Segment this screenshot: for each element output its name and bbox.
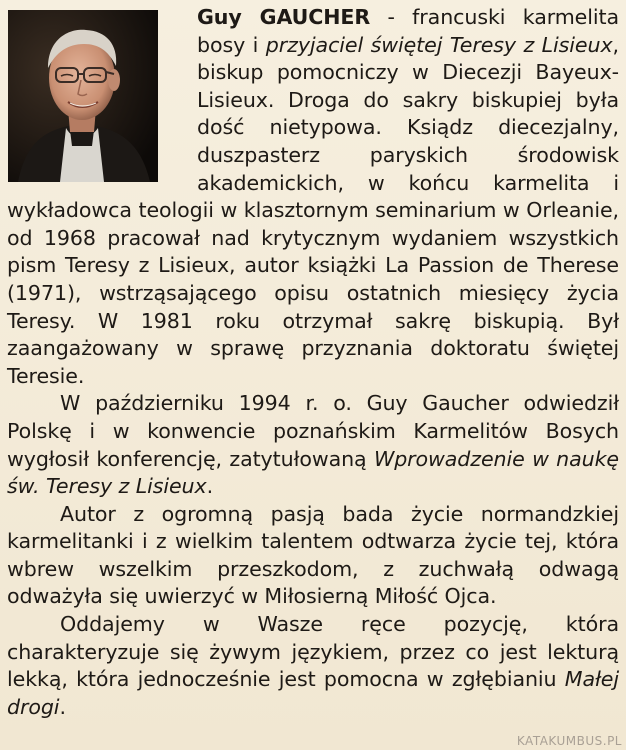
paragraph-visit <box>7 390 619 500</box>
offer-text-part2: . <box>59 694 66 719</box>
author-text: Autor z ogromną pasją bada życie normandzkiej karmelitanki i z wielkim talentem odtwarza życie tej, która wbrew wszelkim przeszkodom, z zuchwałą odwagą odważyła się uwierzyć w Miłosierną Miłość Ojca. <box>7 501 619 609</box>
photo-wrap-spacer <box>7 4 197 194</box>
conference-title: Wprowadzenie w naukę św. Teresy z Lisieux <box>7 446 619 499</box>
little-way-title: Małej drogi <box>7 667 619 719</box>
bio-text-part2: , biskup pomocniczy w Diecezji Bayeux-Lisieux. Droga do sakry biskupiej była dość nietypowa. Ksiądz diecezjalny, duszpasterz paryskich środowisk akademickich, w końcu karmelita i wykładowca teologii w klasztornym seminarium w Orleanie, od 1968 pracował nad krytycznym wydaniem wszystkich pism Teresy z Lisieux, autor książki La Passion de Therese (1971), wstrząsającego opisu ostatnich miesięcy życia Teresy. W 1981 roku otrzymał sakrę biskupią. Był zaangażowany w sprawę przyznania doktoratu świętej Teresie. <box>7 32 619 388</box>
body-text <box>7 4 619 721</box>
visit-text-part1: W październiku 1994 r. o. Guy Gaucher odwiedził Polskę i w konwencie poznańskim Karmelitów Bosych wygłosił konferencję, zatytułowaną <box>7 391 619 471</box>
paragraph-author <box>7 501 619 611</box>
offer-text-part1: Oddajemy w Wasze ręce pozycję, która charakteryzuje się żywym językiem, przez co jest lekturą lekką, która jednocześnie jest pomocna w zgłębianiu <box>7 612 619 692</box>
visit-text-part2: . <box>206 474 214 499</box>
bio-text-part1: - francuski karmelita bosy i <box>197 5 619 57</box>
author-name: Guy GAUCHER <box>197 5 371 29</box>
paragraph-offer <box>7 611 619 721</box>
bio-emphasis: przyjaciel świętej Teresy z Lisieux <box>265 32 613 57</box>
watermark: KATAKUMBUS.PL <box>516 734 622 748</box>
